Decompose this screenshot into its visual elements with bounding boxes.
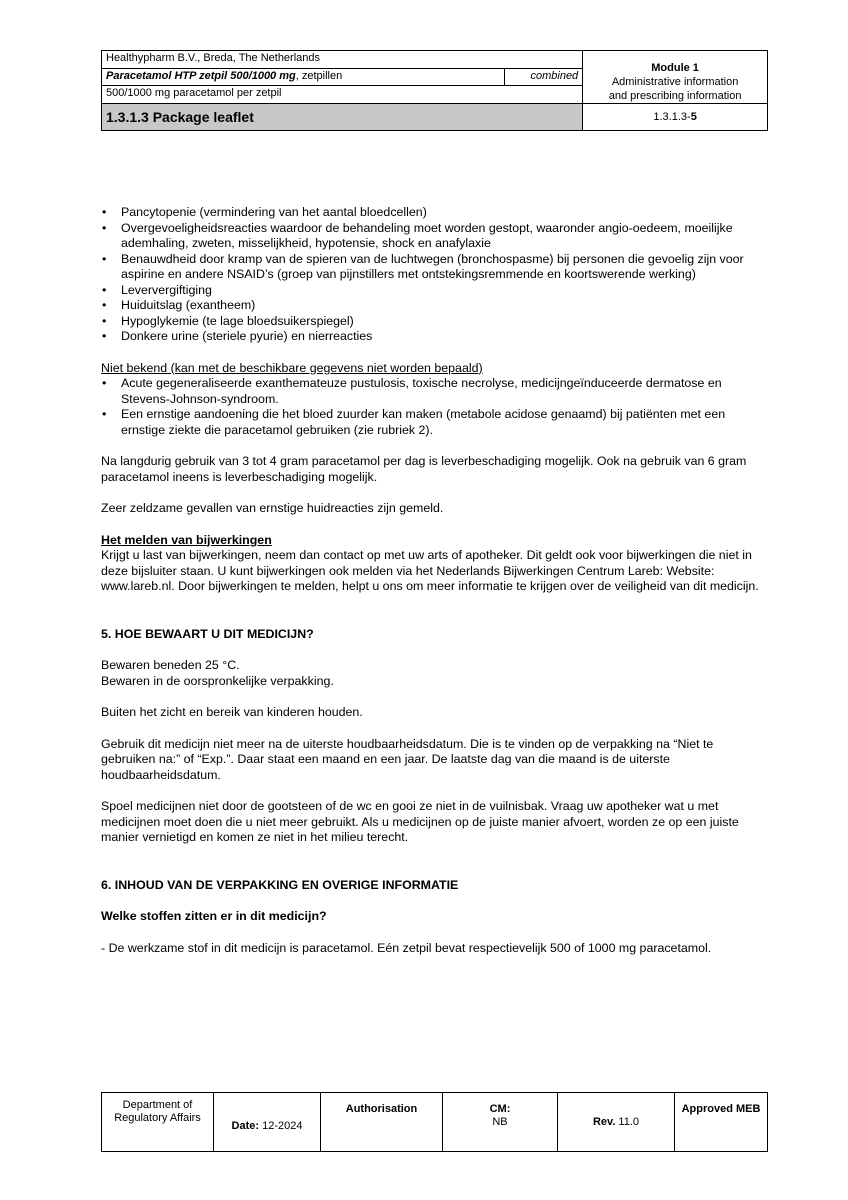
section-title: 1.3.1.3 Package leaflet: [102, 104, 583, 131]
niet-bekend-heading: Niet bekend (kan met de beschikbare gegevens niet worden bepaald): [101, 360, 483, 375]
section-6-title: 6. INHOUD VAN DE VERPAKKING EN OVERIGE INFORMATIE: [101, 877, 459, 892]
storage-line-2: Bewaren in de oorspronkelijke verpakking.: [101, 673, 334, 688]
company-name: Healthypharm B.V., Breda, The Netherlands: [102, 51, 583, 69]
list-item: • Een ernstige aandoening die het bloed zuurder kan maken (metabole acidose genaamd) bij patiënten met een ernstige ziekte die paracetamol gebruiken (zie rubriek 2).: [101, 407, 771, 438]
list-item: • Huiduitslag (exantheem): [101, 298, 771, 314]
rev-label: Rev.: [592, 1115, 616, 1128]
department-line-2: Regulatory Affairs: [114, 1112, 201, 1124]
revision-cell: [558, 1093, 675, 1152]
product-name: Paracetamol HTP zetpil 500/1000 mg: [106, 69, 296, 82]
side-effects-list: [101, 205, 771, 345]
date-value: 12-2024: [259, 1119, 303, 1132]
page-reference: [583, 104, 768, 131]
list-item: • Donkere urine (steriele pyurie) en nierreacties: [101, 329, 771, 345]
stoffen-heading: Welke stoffen zitten er in dit medicijn?: [101, 909, 327, 923]
section-5-title: 5. HOE BEWAART U DIT MEDICIJN?: [101, 626, 314, 641]
list-item: • Leververgiftiging: [101, 283, 771, 299]
approved-cell: Approved MEB: [675, 1093, 768, 1152]
zeldzaam-paragraph: Zeer zeldzame gevallen van ernstige huidreacties zijn gemeld.: [101, 501, 444, 515]
document-header: [101, 50, 768, 131]
strength-line: 500/1000 mg paracetamol per zetpil: [102, 86, 583, 104]
list-item: • Acute gegeneraliseerde exanthemateuze pustulosis, toxische necrolyse, medicijngeïnduceerde dermatose en Stevens-Johnson-syndroom.: [101, 376, 771, 407]
page-number: 5: [690, 111, 697, 123]
storage-disposal: Spoel medicijnen niet door de gootsteen of de wc en gooi ze niet in de vuilnisbak. Vraag uw apotheker wat u met medicijnen moet doen die u niet meer gebruikt. Als u medicijnen op de juiste manier afvoert, worden ze op een juiste manier vernietigd en komen ze niet in het milieu terecht.: [101, 799, 739, 844]
product-form: , zetpillen: [295, 69, 343, 82]
melden-paragraph: Krijgt u last van bijwerkingen, neem dan contact op met uw arts of apotheker. Dit geldt ook voor bijwerkingen die niet in deze bijsluiter staan. U kunt bijwerkingen ook melden via het Nederlands Bijwerkingen Centrum Lareb: Website: www.lareb.nl. Door bijwerkingen te melden, helpt u ons om meer informatie te krijgen over de veiligheid van dit medicijn.: [101, 548, 759, 593]
list-item: • Benauwdheid door kramp van de spieren van de luchtwegen (bronchospasme) bij personen die gevoelig zijn voor aspirine en andere NSAID’s (groep van pijnstillers met ontstekingsremmende en koortswerende werking): [101, 252, 771, 283]
module-line-2: and prescribing information: [608, 90, 742, 102]
storage-children: Buiten het zicht en bereik van kinderen houden.: [101, 705, 363, 719]
storage-line-1: Bewaren beneden 25 °C.: [101, 658, 240, 672]
page-ref-prefix: 1.3.1.3-: [653, 111, 691, 123]
product-line: [102, 68, 505, 86]
melden-heading: Het melden van bijwerkingen: [101, 532, 272, 547]
cm-cell: [443, 1093, 558, 1152]
cm-value: NB: [492, 1116, 508, 1128]
department-cell: [102, 1093, 214, 1152]
department-line-1: Department of: [122, 1099, 193, 1111]
leaflet-body: [101, 205, 771, 956]
list-item: • Pancytopenie (vermindering van het aantal bloedcellen): [101, 205, 771, 221]
date-cell: [214, 1093, 321, 1152]
rev-value: 11.0: [615, 1115, 640, 1128]
module-title: Module 1: [651, 62, 699, 74]
langdurig-paragraph: Na langdurig gebruik van 3 tot 4 gram paracetamol per dag is leverbeschadiging mogelijk. Ook na gebruik van 6 gram paracetamol ineens is leverbeschadiging mogelijk.: [101, 454, 747, 484]
module-info: [583, 51, 768, 104]
cm-label: CM:: [489, 1103, 511, 1115]
storage-expiry: Gebruik dit medicijn niet meer na de uiterste houdbaarheidsdatum. Die is te vinden op de verpakking na “Niet te gebruiken na:” of “Exp.”. Daar staat een maand en een jaar. De laatste dag van die maand is de uiterste houdbaarheidsdatum.: [101, 736, 714, 782]
authorisation-cell: Authorisation: [321, 1093, 443, 1152]
list-item: • Hypoglykemie (te lage bloedsuikerspiegel): [101, 314, 771, 330]
unknown-frequency-list: [101, 376, 771, 438]
document-footer: [101, 1092, 768, 1152]
date-label: Date:: [231, 1119, 260, 1132]
combined-label: combined: [505, 68, 583, 86]
list-item: • Overgevoeligheidsreacties waardoor de behandeling moet worden gestopt, waaronder angio-oedeem, moeilijke ademhaling, zweten, misselijkheid, hypotensie, shock en anafylaxie: [101, 221, 771, 252]
stoffen-paragraph: - De werkzame stof in dit medicijn is paracetamol. Eén zetpil bevat respectievelijk 500 of 1000 mg paracetamol.: [101, 940, 712, 955]
module-line-1: Administrative information: [611, 76, 739, 88]
